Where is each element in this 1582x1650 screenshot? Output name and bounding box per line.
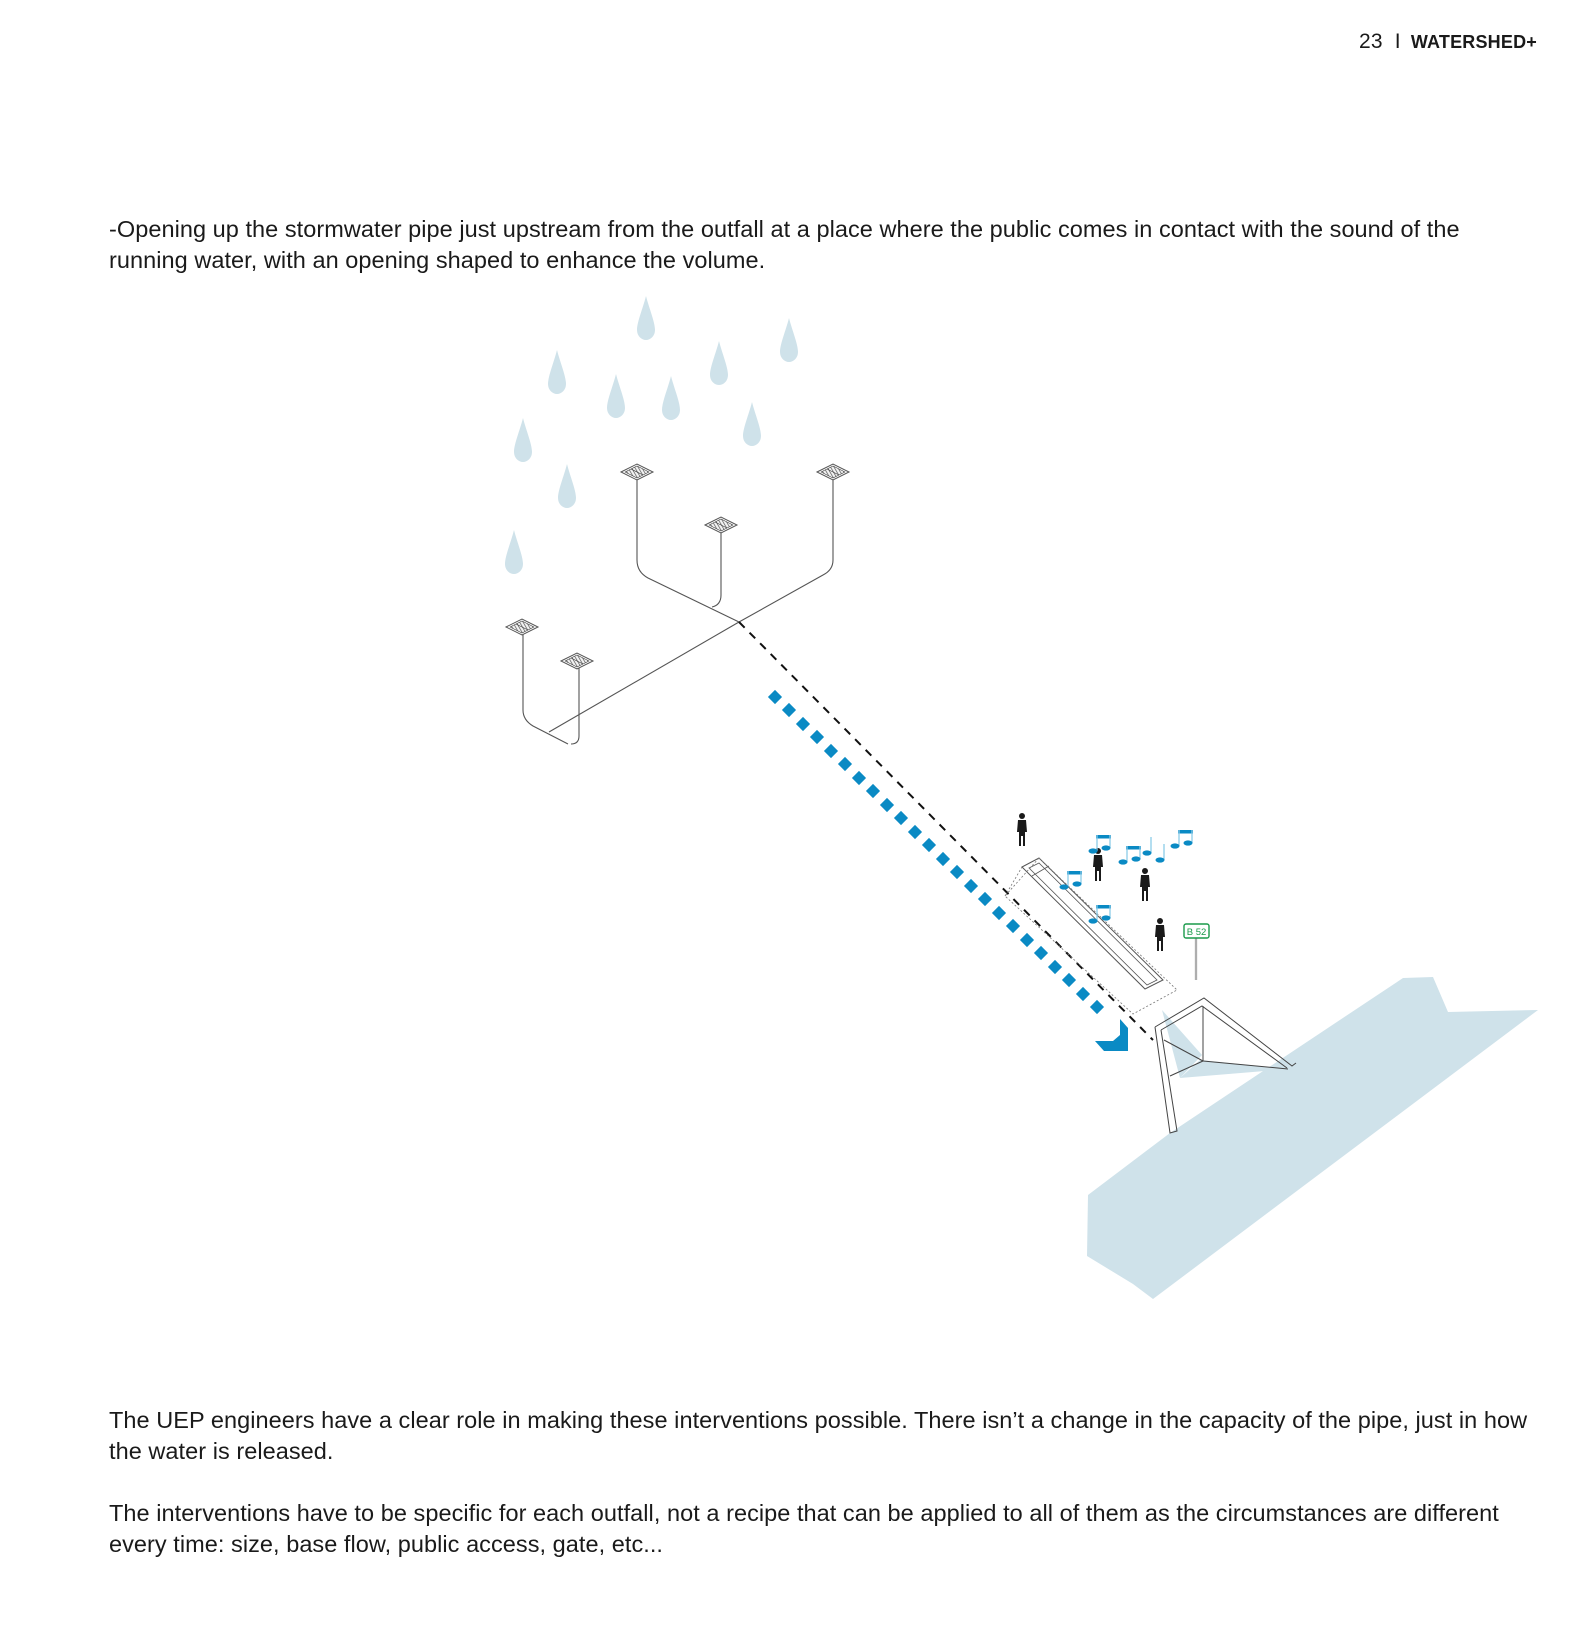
raindrop-icon	[548, 350, 566, 394]
music-note-icon	[1143, 837, 1152, 856]
raindrop-icon	[710, 341, 728, 385]
body-paragraph-2: The interventions have to be specific for each outfall, not a recipe that can be applied to all of them as the circumstances are different every time: size, base flow, public access, gate, etc...	[109, 1500, 1499, 1557]
storm-grate-icon	[561, 653, 593, 669]
raindrops	[505, 296, 798, 574]
raindrop-icon	[662, 376, 680, 420]
route-sign-label: B 52	[1186, 927, 1207, 938]
music-note-icon	[1119, 846, 1142, 865]
raindrop-icon	[743, 402, 761, 446]
storm-grate-icon	[817, 464, 849, 480]
person-silhouette-icon	[1155, 918, 1165, 951]
raindrop-icon	[637, 296, 655, 340]
raindrop-icon	[514, 418, 532, 462]
storm-grate-icon	[705, 517, 737, 533]
underground-pipe-dashed	[739, 622, 1153, 1040]
raindrop-icon	[558, 464, 576, 508]
music-note-icon	[1089, 905, 1112, 924]
person-silhouette-icon	[1140, 868, 1150, 901]
flow-arrow-icon	[768, 690, 1128, 1051]
page-number: 23	[1359, 30, 1383, 53]
music-notes	[1060, 830, 1194, 924]
person-silhouette-icon	[1017, 813, 1027, 846]
body-paragraph-1: The UEP engineers have a clear role in making these interventions possible. There isn’t a change in the capacity of the pipe, just in how the water is released.	[109, 1407, 1528, 1464]
storm-grate-icon	[621, 464, 653, 480]
route-sign-icon	[1184, 924, 1209, 980]
intro-paragraph: -Opening up the stormwater pipe just upstream from the outfall at a place where the public comes in contact with the sound of the running water, with an opening shaped to enhance the volume.	[109, 216, 1460, 273]
water-body	[1087, 977, 1538, 1299]
storm-grates	[506, 464, 849, 669]
people	[1017, 813, 1165, 951]
music-note-icon	[1171, 830, 1194, 849]
storm-grate-icon	[506, 619, 538, 635]
publication-title: WATERSHED+	[1410, 32, 1537, 52]
raindrop-icon	[780, 318, 798, 362]
pipe-network	[523, 478, 833, 744]
raindrop-icon	[505, 530, 523, 574]
music-note-icon	[1156, 844, 1165, 863]
open-channel	[1005, 858, 1177, 1014]
header-separator: I	[1394, 30, 1401, 53]
raindrop-icon	[607, 374, 625, 418]
